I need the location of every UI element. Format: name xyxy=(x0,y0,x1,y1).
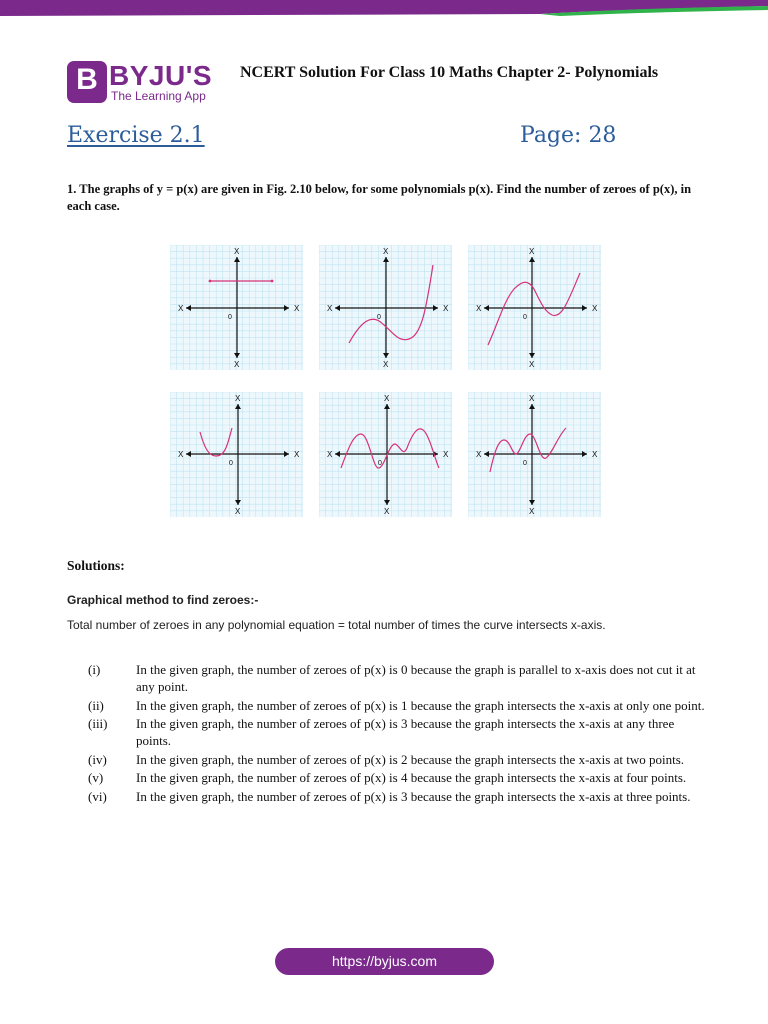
logo-wordmark: BYJU'S xyxy=(109,60,213,91)
solution-number: (iii) xyxy=(88,716,108,731)
axis-label: X xyxy=(327,304,333,313)
axis-label: X xyxy=(383,247,389,256)
axis-label: X xyxy=(592,304,598,313)
byjus-logo xyxy=(67,60,213,103)
axis-label: X xyxy=(592,450,598,459)
axis-label: X xyxy=(294,450,300,459)
axis-label: X xyxy=(529,507,535,516)
curve-endpoint xyxy=(209,280,212,283)
graph-panel-2 xyxy=(319,245,452,370)
origin-label: 0 xyxy=(523,460,527,467)
exercise-heading: Exercise 2.1 xyxy=(67,123,205,148)
solution-number: (iv) xyxy=(88,751,107,767)
graph-panel-5 xyxy=(319,392,452,517)
graph-panel-4 xyxy=(170,392,303,517)
graph-canvas xyxy=(468,245,601,370)
axis-label: X xyxy=(529,247,535,256)
origin-label: 0 xyxy=(229,460,233,467)
axis-label: X xyxy=(178,304,184,313)
solution-number: (v) xyxy=(88,770,104,785)
question-text: 1. The graphs of y = p(x) are given in Fig. 2.10 below, for some polynomials p(x). Find the number of zeroes of p(x), in each case. xyxy=(67,182,692,213)
footer-url-link[interactable]: https://byjus.com xyxy=(275,948,494,975)
solution-item xyxy=(67,751,707,768)
logo-badge-letter: B xyxy=(76,63,98,96)
solution-item xyxy=(67,661,707,695)
logo-badge xyxy=(67,61,107,103)
axis-label: X xyxy=(384,394,390,403)
method-heading: Graphical method to find zeroes:- xyxy=(67,593,259,607)
axis-label: X xyxy=(529,360,535,369)
solution-number: (i) xyxy=(88,662,101,677)
solution-text: In the given graph, the number of zeroes of p(x) is 3 because the graph intersects the x-axis at three points. xyxy=(136,788,691,804)
graph-canvas xyxy=(319,245,452,370)
solution-number: (ii) xyxy=(88,697,104,713)
solution-item xyxy=(67,697,707,714)
solution-text: In the given graph, the number of zeroes of p(x) is 3 because the graph intersects the x-axis at any three points. xyxy=(136,716,675,748)
axis-label: X xyxy=(476,304,482,313)
graph-canvas xyxy=(170,392,303,517)
solution-text: In the given graph, the number of zeroes of p(x) is 4 because the graph intersects the x-axis at four points. xyxy=(136,770,687,785)
graph-canvas xyxy=(319,392,452,517)
axis-label: X xyxy=(235,394,241,403)
graph-panel-3 xyxy=(468,245,601,370)
solutions-list xyxy=(67,661,707,806)
solution-text: In the given graph, the number of zeroes of p(x) is 0 because the graph is parallel to x-axis does not cut it at any point. xyxy=(136,662,696,694)
graph-canvas xyxy=(170,245,303,370)
origin-label: 0 xyxy=(378,460,382,467)
axis-label: X xyxy=(384,507,390,516)
origin-label: 0 xyxy=(377,314,381,321)
axis-label: X xyxy=(178,450,184,459)
document-title: NCERT Solution For Class 10 Maths Chapter 2- Polynomials xyxy=(240,64,659,81)
solution-text: In the given graph, the number of zeroes of p(x) is 2 because the graph intersects the x-axis at two points. xyxy=(136,751,684,767)
top-brand-band xyxy=(0,0,768,22)
graph-panel-1 xyxy=(170,245,303,370)
solution-item xyxy=(67,769,707,786)
axis-label: X xyxy=(235,507,241,516)
curve-endpoint xyxy=(271,280,274,283)
origin-label: 0 xyxy=(228,314,232,321)
page-number: Page: 28 xyxy=(520,123,617,148)
axis-label: X xyxy=(443,450,449,459)
axis-label: X xyxy=(443,304,449,313)
axis-label: X xyxy=(383,360,389,369)
axis-label: X xyxy=(327,450,333,459)
axis-label: X xyxy=(294,304,300,313)
solution-number: (vi) xyxy=(88,788,107,804)
method-text: Total number of zeroes in any polynomial equation = total number of times the curve intersects x-axis. xyxy=(67,618,606,632)
axis-label: X xyxy=(234,247,240,256)
axis-label: X xyxy=(476,450,482,459)
axis-label: X xyxy=(234,360,240,369)
origin-label: 0 xyxy=(523,314,527,321)
graph-panel-6 xyxy=(468,392,601,517)
solutions-heading: Solutions: xyxy=(67,558,125,573)
solution-text: In the given graph, the number of zeroes of p(x) is 1 because the graph intersects the x-axis at only one point. xyxy=(136,697,705,713)
logo-tagline: The Learning App xyxy=(111,89,206,103)
graph-canvas xyxy=(468,392,601,517)
solution-item xyxy=(67,788,707,805)
solution-item xyxy=(67,715,707,749)
axis-label: X xyxy=(529,394,535,403)
